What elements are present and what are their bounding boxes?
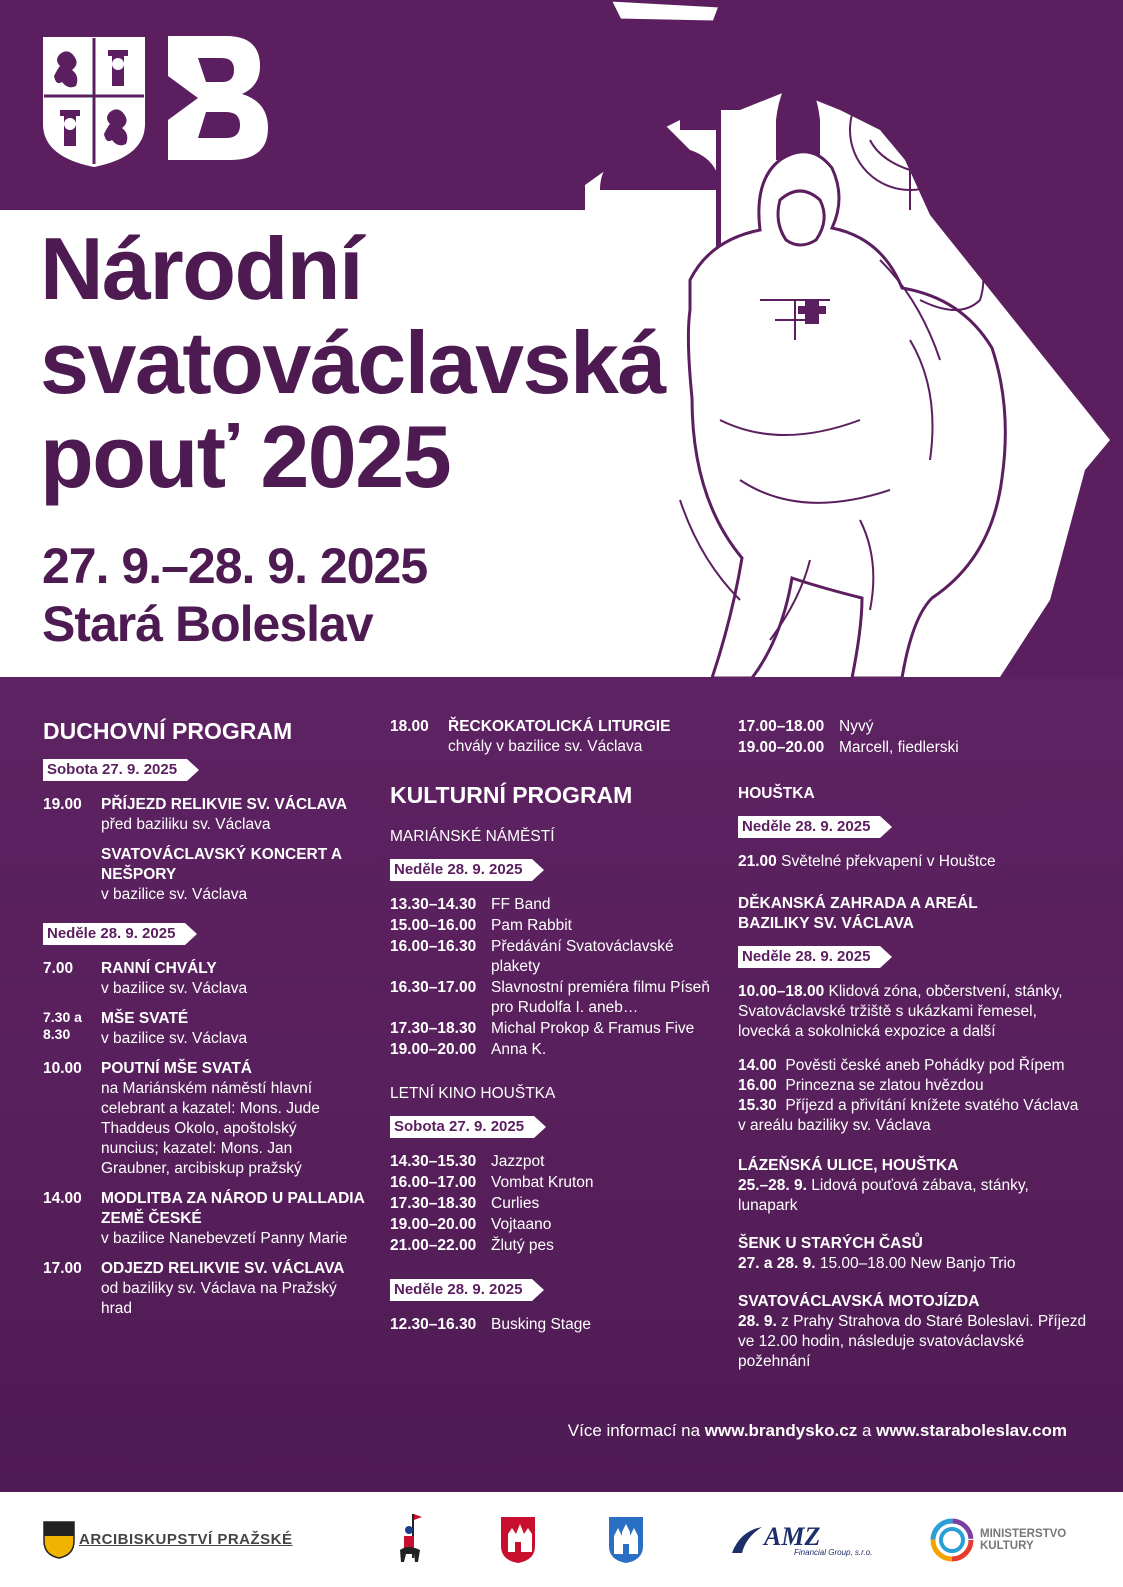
sponsor-arcibiskupstvi xyxy=(43,1492,293,1587)
event-desc: v bazilice sv. Václava xyxy=(101,1030,248,1047)
venue-label: LETNÍ KINO HOUŠTKA xyxy=(390,1085,556,1102)
day-badge: Neděle 28. 9. 2025 xyxy=(390,1279,532,1301)
schedule-text: Slavnostní premiéra filmu Píseň pro Rudolfa I. aneb… xyxy=(491,979,710,1016)
schedule-list xyxy=(390,1315,710,1335)
event-name: POUTNÍ MŠE SVATÁ xyxy=(101,1060,252,1077)
schedule-text: Jazzpot xyxy=(491,1153,545,1170)
cultural-program-column-2 xyxy=(738,717,1088,1386)
event-item xyxy=(43,959,373,999)
more-info-and: a xyxy=(861,1421,872,1440)
spiritual-heading: DUCHOVNÍ PROGRAM xyxy=(43,718,293,744)
schedule-time: 14.30–15.30 xyxy=(390,1153,477,1170)
event-time: 7.30 a 8.30 xyxy=(43,1009,82,1042)
schedule-time: 17.30–18.30 xyxy=(390,1195,477,1212)
schedule-text: Michal Prokop & Framus Five xyxy=(491,1020,695,1037)
schedule-list xyxy=(390,895,710,1060)
schedule-row xyxy=(390,895,710,915)
schedule-text: FF Band xyxy=(491,896,551,913)
schedule-time: 16.00–16.30 xyxy=(390,938,477,955)
sponsors-bar xyxy=(0,1492,1123,1587)
event-item xyxy=(43,1059,373,1179)
event-time: 10.00 xyxy=(43,1060,82,1077)
schedule-text: Vojtaano xyxy=(491,1216,552,1233)
schedule-time: 28. 9. xyxy=(738,1313,777,1330)
archdiocese-shield-icon xyxy=(43,1521,75,1559)
schedule-row xyxy=(738,738,1088,758)
sponsor-ministry-culture xyxy=(930,1492,1066,1587)
title-line-2: svatováclavská xyxy=(40,313,665,412)
top-logos xyxy=(42,36,268,168)
schedule-text: Příjezd a přivítání knížete svatého Václava v areálu baziliky sv. Václava xyxy=(738,1097,1079,1134)
venue-label: DĚKANSKÁ ZAHRADA A AREÁL BAZILIKY SV. VÁCLAVA xyxy=(738,895,978,932)
event-name: PŘÍJEZD RELIKVIE SV. VÁCLAVA xyxy=(101,796,348,813)
schedule-time: 25.–28. 9. xyxy=(738,1177,807,1194)
coat-of-arms-icon xyxy=(42,36,146,168)
schedule-row xyxy=(390,1315,710,1335)
schedule-text: Princezna se zlatou hvězdou xyxy=(785,1077,984,1094)
event-time: 14.00 xyxy=(43,1190,82,1207)
schedule-time: 17.30–18.30 xyxy=(390,1020,477,1037)
page-title xyxy=(40,219,665,506)
schedule-row xyxy=(390,1019,710,1039)
event-desc: chvály v bazilice sv. Václava xyxy=(448,738,643,755)
event-item xyxy=(43,795,373,835)
ministry-culture-icon xyxy=(930,1518,974,1562)
event-desc: od baziliky sv. Václava na Pražský hrad xyxy=(101,1280,337,1317)
schedule-time: 17.00–18.00 xyxy=(738,718,825,735)
schedule-row xyxy=(390,937,710,977)
schedule-time: 16.00–17.00 xyxy=(390,1174,477,1191)
schedule-text: Světelné překvapení v Houštce xyxy=(781,853,996,870)
schedule-row xyxy=(390,1040,710,1060)
schedule-time: 13.30–14.30 xyxy=(390,896,477,913)
schedule-time: 16.30–17.00 xyxy=(390,979,477,996)
schedule-text: Lidová pouťová zábava, stánky, lunapark xyxy=(738,1177,1029,1214)
event-name: ODJEZD RELIKVIE SV. VÁCLAVA xyxy=(101,1260,345,1277)
schedule-row xyxy=(390,1173,710,1193)
event-name: RANNÍ CHVÁLY xyxy=(101,960,217,977)
schedule-time: 10.00–18.00 xyxy=(738,983,825,1000)
event-item xyxy=(43,845,373,905)
schedule-row xyxy=(390,1236,710,1256)
event-item xyxy=(390,717,710,757)
venue-label: MARIÁNSKÉ NÁMĚSTÍ xyxy=(390,828,555,845)
schedule-list xyxy=(390,1152,710,1256)
day-badge: Neděle 28. 9. 2025 xyxy=(43,923,185,945)
event-name: SVATOVÁCLAVSKÝ KONCERT A NEŠPORY xyxy=(101,846,342,883)
event-time: 18.00 xyxy=(390,718,429,735)
schedule-paragraph xyxy=(738,1292,1088,1372)
venue-label: HOUŠTKA xyxy=(738,785,815,802)
schedule-text: Vombat Kruton xyxy=(491,1174,594,1191)
day-badge: Neděle 28. 9. 2025 xyxy=(738,946,880,968)
more-info xyxy=(568,1421,1067,1441)
event-desc: na Mariánském náměstí hlavní celebrant a kazatel: Mons. Jude Thaddeus Okolo, apoštolský nuncius; kazatel: Mons. Jan Graubner, arcibiskup pražský xyxy=(101,1080,320,1177)
event-desc: před baziliku sv. Václava xyxy=(101,816,271,833)
event-desc: v bazilice sv. Václava xyxy=(101,980,248,997)
schedule-text: Pověsti české aneb Pohádky pod Řípem xyxy=(785,1057,1065,1074)
schedule-row xyxy=(390,1152,710,1172)
schedule-row xyxy=(390,978,710,1018)
ministry-label-2: KULTURY xyxy=(980,1539,1034,1552)
event-time: 19.00 xyxy=(43,796,82,813)
day-badge: Sobota 27. 9. 2025 xyxy=(390,1116,534,1138)
event-name: MŠE SVATÉ xyxy=(101,1010,189,1027)
event-name: ŘECKOKATOLICKÁ LITURGIE xyxy=(448,718,671,735)
b-logo xyxy=(168,36,268,160)
schedule-paragraph xyxy=(738,852,1088,872)
schedule-text: z Prahy Strahova do Staré Boleslavi. Příjezd ve 12.00 hodin, následuje svatováclavské požehnání xyxy=(738,1313,1087,1370)
event-item xyxy=(43,1189,373,1249)
cultural-program-column xyxy=(390,717,710,1336)
sponsor-arci-label: ARCIBISKUPSTVÍ PRAŽSKÉ xyxy=(79,1531,293,1548)
event-dates: 27. 9.–28. 9. 2025 xyxy=(42,538,428,594)
schedule-paragraph xyxy=(738,982,1088,1042)
schedule-time: 15.30 xyxy=(738,1097,777,1114)
hero xyxy=(0,0,1123,677)
schedule-row xyxy=(390,916,710,936)
cultural-heading: KULTURNÍ PROGRAM xyxy=(390,782,633,808)
schedule-time: 14.00 xyxy=(738,1057,777,1074)
schedule-text: Marcell, fiedlerski xyxy=(839,739,959,756)
schedule-paragraph xyxy=(738,1234,1088,1274)
sponsor-town-red xyxy=(500,1492,536,1587)
link-brandysko[interactable]: www.brandysko.cz xyxy=(704,1421,858,1440)
schedule-row xyxy=(738,717,1088,737)
sponsor-amz xyxy=(730,1492,872,1587)
schedule-text: Klidová zóna, občerstvení, stánky, Svatováclavské tržiště s ukázkami řemesel, lovecká a sokolnická expozice a další xyxy=(738,983,1063,1040)
amz-swoosh-icon xyxy=(730,1525,764,1555)
amz-label: AMZ xyxy=(764,1522,821,1551)
schedule-time: 19.00–20.00 xyxy=(390,1041,477,1058)
schedule-time: 12.30–16.30 xyxy=(390,1316,477,1333)
link-staraboleslav[interactable]: www.staraboleslav.com xyxy=(876,1421,1067,1440)
venue-label: ŠENK U STARÝCH ČASŮ xyxy=(738,1235,923,1252)
spiritual-program-column xyxy=(43,717,373,1329)
rider-icon xyxy=(398,1510,424,1570)
title-line-3: pouť 2025 xyxy=(40,407,451,506)
schedule-list xyxy=(738,717,1088,758)
event-item xyxy=(43,1009,373,1049)
venue-label: SVATOVÁCLAVSKÁ MOTOJÍZDA xyxy=(738,1293,980,1310)
schedule-paragraph xyxy=(738,1056,1088,1136)
day-badge: Sobota 27. 9. 2025 xyxy=(43,759,187,781)
schedule-text: Předávání Svatováclavské plakety xyxy=(491,938,674,975)
event-time: 7.00 xyxy=(43,960,74,977)
sponsor-rider xyxy=(398,1492,424,1587)
venue-label: LÁZEŇSKÁ ULICE, HOUŠTKA xyxy=(738,1157,959,1174)
schedule-time: 19.00–20.00 xyxy=(390,1216,477,1233)
schedule-row xyxy=(390,1215,710,1235)
schedule-text: Žlutý pes xyxy=(491,1237,554,1254)
ministry-label-1: MINISTERSTVO xyxy=(980,1527,1067,1540)
town-crest-red-icon xyxy=(500,1516,536,1564)
schedule-paragraph xyxy=(738,1156,1088,1216)
more-info-prefix: Více informací na xyxy=(567,1421,701,1440)
event-name: MODLITBA ZA NÁROD U PALLADIA ZEMĚ ČESKÉ xyxy=(101,1190,365,1227)
schedule-text: Curlies xyxy=(491,1195,540,1212)
schedule-time: 16.00 xyxy=(738,1077,777,1094)
schedule-text: 15.00–18.00 New Banjo Trio xyxy=(819,1255,1016,1272)
schedule-time: 19.00–20.00 xyxy=(738,739,825,756)
schedule-text: Busking Stage xyxy=(491,1316,591,1333)
schedule-text: Pam Rabbit xyxy=(491,917,572,934)
event-item xyxy=(43,1259,373,1319)
amz-sublabel: Financial Group, s.r.o. xyxy=(794,1548,873,1557)
event-time: 17.00 xyxy=(43,1260,82,1277)
schedule-row xyxy=(390,1194,710,1214)
event-time xyxy=(43,845,101,905)
schedule-time: 21.00–22.00 xyxy=(390,1237,477,1254)
day-badge: Neděle 28. 9. 2025 xyxy=(738,816,880,838)
day-badge: Neděle 28. 9. 2025 xyxy=(390,859,532,881)
schedule-time: 27. a 28. 9. xyxy=(738,1255,816,1272)
event-desc: v bazilice Nanebevzetí Panny Marie xyxy=(101,1230,348,1247)
schedule-text: Nyvý xyxy=(839,718,874,735)
event-desc: v bazilice sv. Václava xyxy=(101,886,248,903)
program-section xyxy=(0,677,1123,1492)
town-crest-blue-icon xyxy=(608,1516,644,1564)
event-place: Stará Boleslav xyxy=(42,596,373,652)
schedule-time: 21.00 xyxy=(738,853,777,870)
schedule-time: 15.00–16.00 xyxy=(390,917,477,934)
title-line-1: Národní xyxy=(40,219,362,318)
sponsor-town-blue xyxy=(608,1492,644,1587)
schedule-text: Anna K. xyxy=(491,1041,547,1058)
